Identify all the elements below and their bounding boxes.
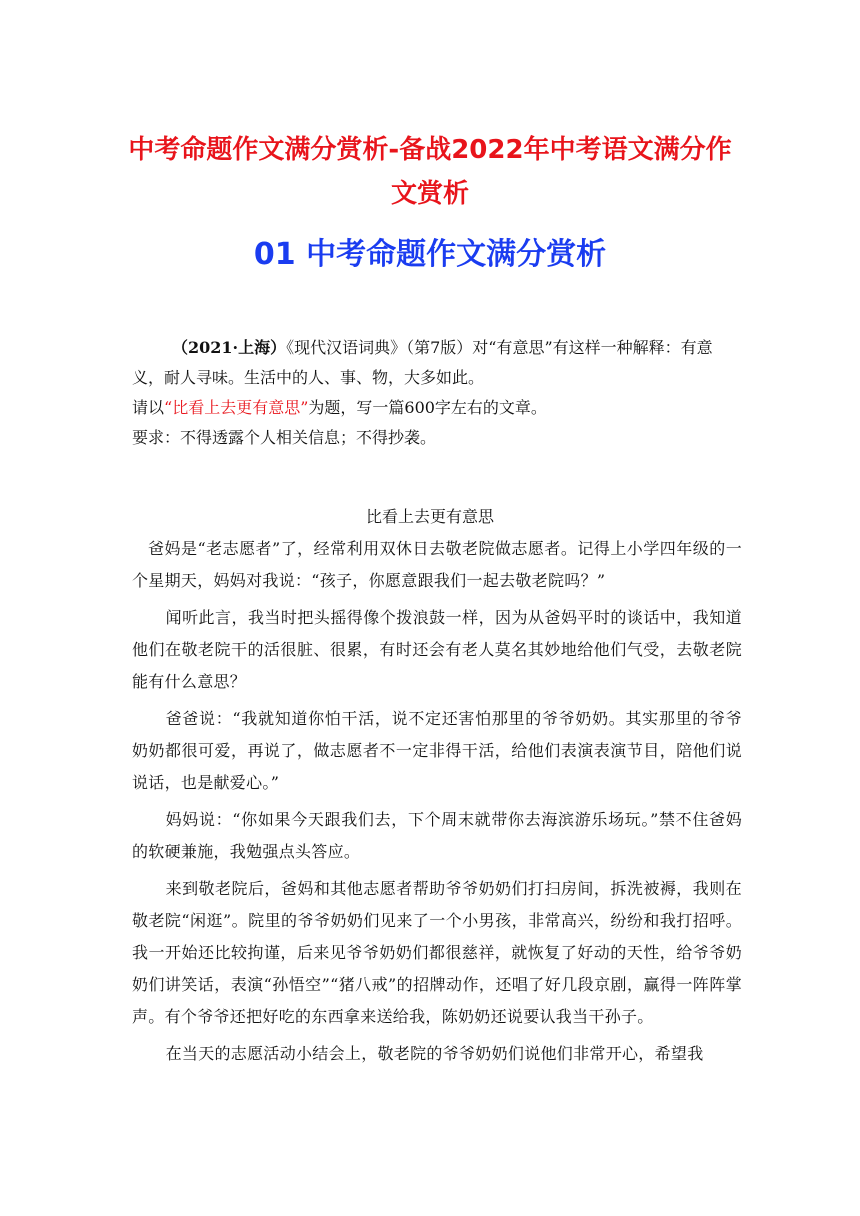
prompt-paragraph (132, 333, 742, 393)
prompt-source: （2021·上海） (172, 338, 287, 357)
essay-body (132, 533, 742, 1070)
essay-paragraph: 来到敬老院后，爸妈和其他志愿者帮助爷爷奶奶们打扫房间，拆洗被褥，我则在敬老院“闲逛”。院里的爷爷奶奶们见来了一个小男孩，非常高兴，纷纷和我打招呼。我一开始还比较拘谨，后来见爷爷奶奶们都很慈祥，就恢复了好动的天性，给爷爷奶奶们讲笑话，表演“孙悟空”“猪八戒”的招牌动作，还唱了好几段京剧，赢得一阵阵掌声。有个爷爷还把好吃的东西拿来送给我，陈奶奶还说要认我当干孙子。 (132, 879, 742, 1026)
essay-paragraph: 在当天的志愿活动小结会上，敬老院的爷爷奶奶们说他们非常开心，希望我 (165, 1044, 704, 1063)
essay-prompt (132, 333, 742, 453)
essay-paragraph: 妈妈说：“你如果今天跟我们去，下个周末就带你去海滨游乐场玩。”禁不住爸妈的软硬兼施，我勉强点头答应。 (132, 810, 742, 861)
prompt-requirement: 要求：不得透露个人相关信息；不得抄袭。 (132, 428, 437, 447)
essay-title: 比看上去更有意思 (365, 507, 494, 526)
essay-paragraph: 爸妈是“老志愿者”了，经常利用双休日去敬老院做志愿者。记得上小学四年级的一个星期天，妈妈对我说：“孩子，你愿意跟我们一起去敬老院吗？” (132, 539, 742, 590)
prompt-instruction (132, 393, 742, 423)
section-title: 01 中考命题作文满分赏析 (253, 237, 607, 272)
main-title: 中考命题作文满分赏析-备战2022年中考语文满分作文赏析 (128, 135, 732, 209)
prompt-definition: 《现代汉语词典》（第7版）对“有意思”有这样一种解释：有意义，耐人寻味。生活中的人、事、物，大多如此。 (132, 338, 713, 387)
prompt-topic: “比看上去更有意思” (164, 398, 309, 417)
essay-paragraph: 爸爸说：“我就知道你怕干活，说不定还害怕那里的爷爷奶奶。其实那里的爷爷奶奶都很可爱，再说了，做志愿者不一定非得干活，给他们表演表演节目，陪他们说说话，也是献爱心。” (132, 709, 742, 792)
essay-paragraph: 闻听此言，我当时把头摇得像个拨浪鼓一样，因为从爸妈平时的谈话中，我知道他们在敬老院干的活很脏、很累，有时还会有老人莫名其妙地给他们气受，去敬老院能有什么意思？ (132, 608, 742, 691)
prompt-instruction-post: 为题，写一篇600字左右的文章。 (308, 398, 547, 417)
prompt-instruction-pre: 请以 (132, 398, 165, 417)
